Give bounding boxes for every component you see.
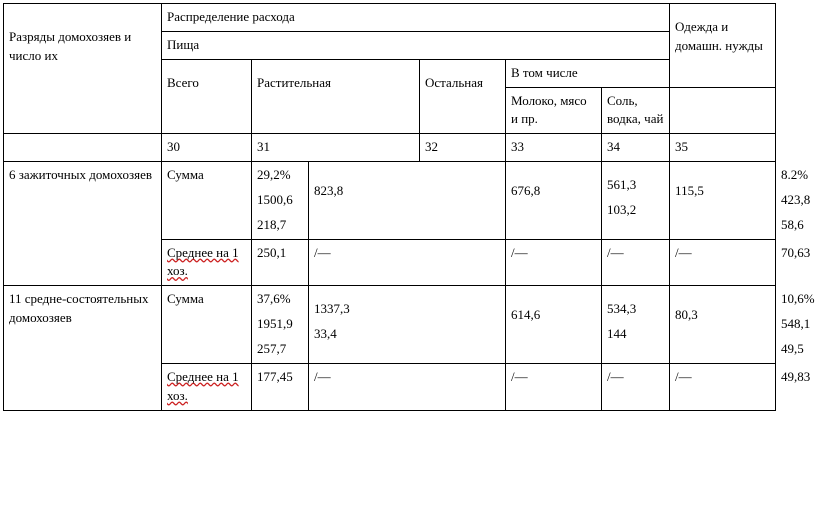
row-kind-sum-2-text: Сумма [167, 291, 204, 307]
value-sum: 561,3 [607, 177, 637, 193]
cell-vegetable-sum-2 [309, 286, 506, 364]
cell-other-sum-1 [506, 162, 602, 240]
cell-total-avg-1: 250,1 [252, 239, 309, 286]
row-kind-avg-2 [162, 363, 252, 410]
cell-salt-vodka-tea-avg-2: /— [670, 363, 776, 410]
cell-total-sum-2 [252, 286, 309, 364]
header-row-column-numbers [4, 134, 776, 162]
row-label-header-cell [4, 4, 162, 134]
value-sum: 614,6 [511, 307, 541, 323]
value-sum: 676,8 [511, 183, 541, 199]
cell-other-sum-2 [506, 286, 602, 364]
header-row-group-title [4, 4, 776, 32]
cell-salt-vodka-tea-avg-1: /— [670, 239, 776, 286]
group-label-middle-text: 11 средне-состоятельных домохозяев [9, 291, 149, 326]
value-sum: 80,3 [675, 307, 698, 323]
value-sum: 115,5 [675, 183, 704, 199]
cell-vegetable-sum-1 [309, 162, 506, 240]
row-kind-sum-1 [162, 162, 252, 240]
document-page [0, 3, 815, 517]
cell-milk-meat-avg-1: /— [602, 239, 670, 286]
value-sum: 534,3 [607, 301, 637, 317]
value-extra: 144 [607, 326, 627, 342]
cell-vegetable-avg-1: /— [309, 239, 506, 286]
subcol-other-header [420, 59, 506, 134]
colnum-33: 33 [506, 134, 602, 162]
clothing-header-spacer [670, 87, 776, 134]
cell-vegetable-avg-2: /— [309, 363, 506, 410]
subcol-vegetable-header [252, 59, 420, 134]
cell-total-sum-1 [252, 162, 309, 240]
colnum-35: 35 [670, 134, 776, 162]
cell-other-avg-1: /— [506, 239, 602, 286]
table-row: 6 зажиточных домохозяев Сумма 29,2% 1500,6 218,7 823,8 676,8 561,3 103,2 115,5 8.2% 423,8 58,6 [4, 162, 776, 240]
clothing-header-text: Одежда и домашн. нужды [675, 19, 763, 53]
subcol-milk-meat-header: Молоко, мясо и пр. [506, 87, 602, 134]
row-kind-avg-2-text: Среднее на 1 хоз. [167, 368, 239, 403]
cell-salt-vodka-tea-sum-1 [670, 162, 776, 240]
group-label-wealthy [4, 162, 162, 286]
value-extra: 33,4 [314, 326, 337, 342]
subcol-salt-vodka-tea-header: Соль, водка, чай [602, 87, 670, 134]
distribution-group-title: Распределение расхода [162, 4, 670, 32]
colnum-31: 31 [252, 134, 420, 162]
table-row: Среднее на 1 хоз. 177,45 /— /— /— /— 49,83 [4, 363, 776, 410]
value-sum: 1337,3 [314, 301, 350, 317]
cell-milk-meat-sum-2 [602, 286, 670, 364]
colnum-spacer [4, 134, 162, 162]
cell-total-avg-2: 177,45 [252, 363, 309, 410]
including-header: В том числе [506, 59, 670, 87]
subcol-total-header [162, 59, 252, 134]
value-sum: 823,8 [314, 183, 344, 199]
colnum-32: 32 [420, 134, 506, 162]
value-sum: 1951,9 [257, 316, 293, 332]
value-sum: 1500,6 [257, 191, 293, 207]
colnum-34: 34 [602, 134, 670, 162]
table-row: 11 средне-состоятельных домохозяев Сумма 37,6% 1951,9 257,7 1337,3 33,4 614,6 534,3 144 80,3 10,6% 548,1 49,5 [4, 286, 776, 364]
cell-milk-meat-sum-1 [602, 162, 670, 240]
value-pct: 37,6% [257, 291, 291, 307]
value-pct: 29,2% [257, 167, 291, 183]
subcol-total-label: Всего [167, 74, 199, 90]
subcol-other-label: Остальная [425, 74, 484, 90]
expenditure-table [3, 3, 815, 411]
subcol-vegetable-label: Растительная [257, 74, 331, 90]
cell-other-avg-2: /— [506, 363, 602, 410]
table-row: Среднее на 1 хоз. 250,1 /— /— /— /— 70,63 [4, 239, 776, 286]
group-label-middle [4, 286, 162, 410]
colnum-30: 30 [162, 134, 252, 162]
value-extra: 257,7 [257, 340, 287, 356]
value-extra: 218,7 [257, 216, 287, 232]
row-kind-avg-1-text: Среднее на 1 хоз. [167, 244, 239, 279]
group-label-wealthy-text: 6 зажиточных домохозяев [9, 167, 153, 183]
cell-salt-vodka-tea-sum-2 [670, 286, 776, 364]
row-kind-sum-2 [162, 286, 252, 364]
food-group-title: Пища [162, 31, 670, 59]
row-kind-avg-1 [162, 239, 252, 286]
clothing-header-cell [670, 4, 776, 88]
row-kind-sum-1-text: Сумма [167, 167, 204, 183]
cell-milk-meat-avg-2: /— [602, 363, 670, 410]
value-extra: 103,2 [607, 201, 637, 217]
row-label-header-text: Разряды домохозяев и число их [9, 29, 132, 63]
